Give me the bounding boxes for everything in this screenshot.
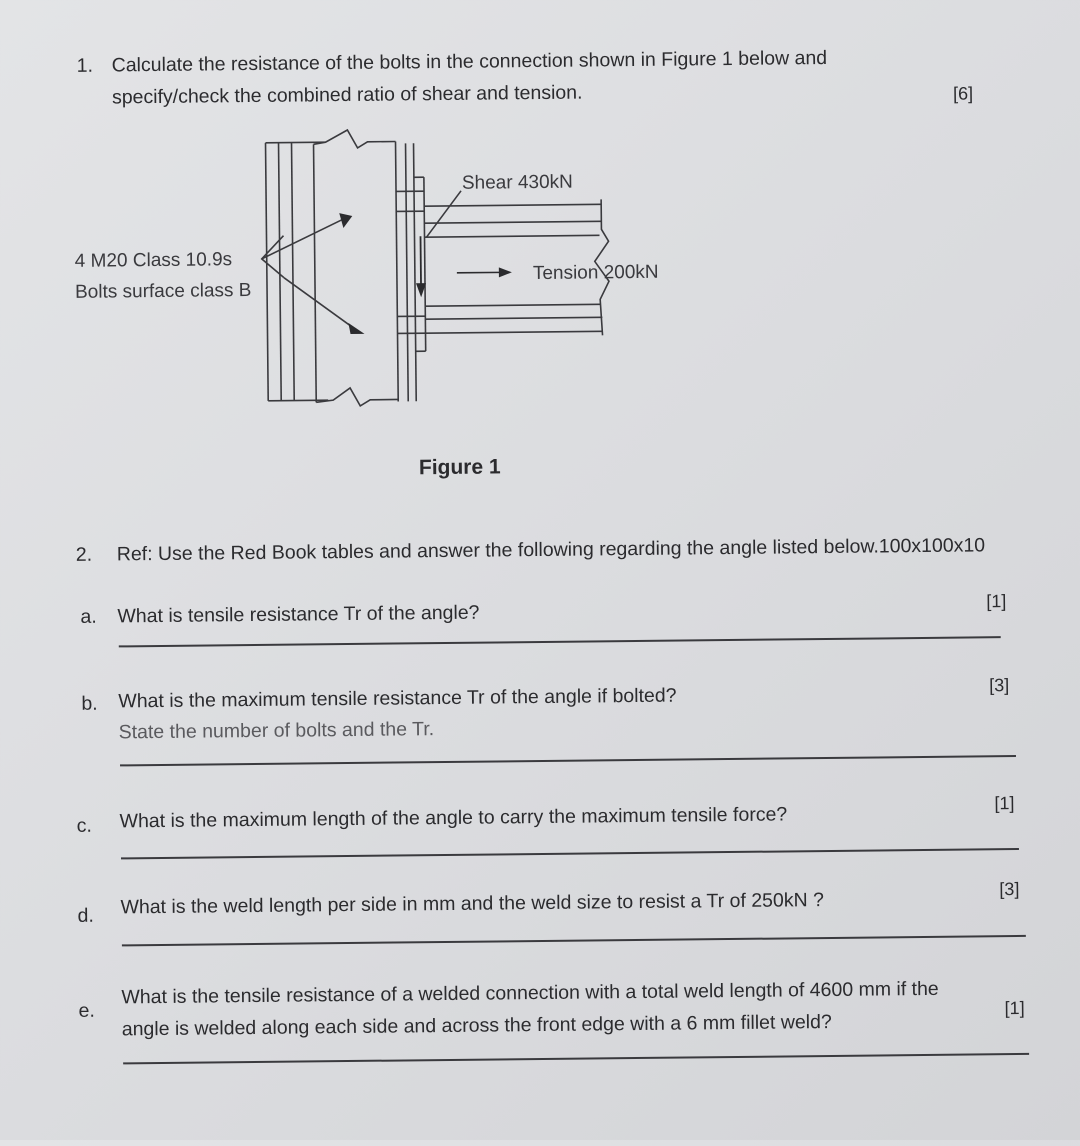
q2c-text: What is the maximum length of the angle to carry the maximum tensile force?	[120, 805, 788, 831]
q2d-marks: [3]	[999, 879, 1019, 900]
bolt-label-line1: 4 M20 Class 10.9s	[75, 249, 233, 272]
q2-intro: Ref: Use the Red Book tables and answer the following regarding the angle listed below.100x100x10	[117, 536, 985, 565]
q2e-marks: [1]	[1005, 998, 1025, 1019]
q2a-text: What is tensile resistance Tr of the angle?	[117, 604, 479, 627]
bolt-label-line2: Bolts surface class B	[75, 280, 252, 303]
bolt-leader-lines	[261, 213, 364, 335]
q2c-letter: c.	[77, 817, 92, 837]
q2e-letter: e.	[78, 1002, 94, 1022]
shear-label: Shear 430kN	[462, 172, 573, 194]
q2a-letter: a.	[80, 608, 96, 628]
q2a-marks: [1]	[986, 591, 1006, 612]
q2b-text-line2: State the number of bolts and the Tr.	[119, 720, 435, 743]
q1-marks: [6]	[953, 83, 973, 104]
tension-arrow	[457, 267, 512, 278]
q1-text-line2: specify/check the combined ratio of shear and tension.	[112, 84, 583, 108]
q2b-text-line1: What is the maximum tensile resistance Tr of the angle if bolted?	[118, 687, 676, 712]
q2-number: 2.	[76, 546, 92, 566]
q1-number: 1.	[77, 57, 93, 77]
q2b-marks: [3]	[989, 675, 1009, 696]
q2c-marks: [1]	[994, 793, 1014, 814]
q1-text-line1: Calculate the resistance of the bolts in the connection shown in Figure 1 below and	[112, 49, 828, 76]
q2e-text-line1: What is the tensile resistance of a welded connection with a total weld length of 4600 mm if the	[121, 980, 938, 1008]
figure-caption: Figure 1	[419, 455, 501, 480]
q2d-text: What is the weld length per side in mm and the weld size to resist a Tr of 250kN ?	[120, 891, 824, 918]
tension-label: Tension 200kN	[533, 262, 659, 284]
q2d-letter: d.	[78, 907, 94, 927]
q2e-text-line2: angle is welded along each side and across the front edge with a 6 mm fillet weld?	[122, 1013, 832, 1040]
q2b-letter: b.	[81, 695, 97, 715]
